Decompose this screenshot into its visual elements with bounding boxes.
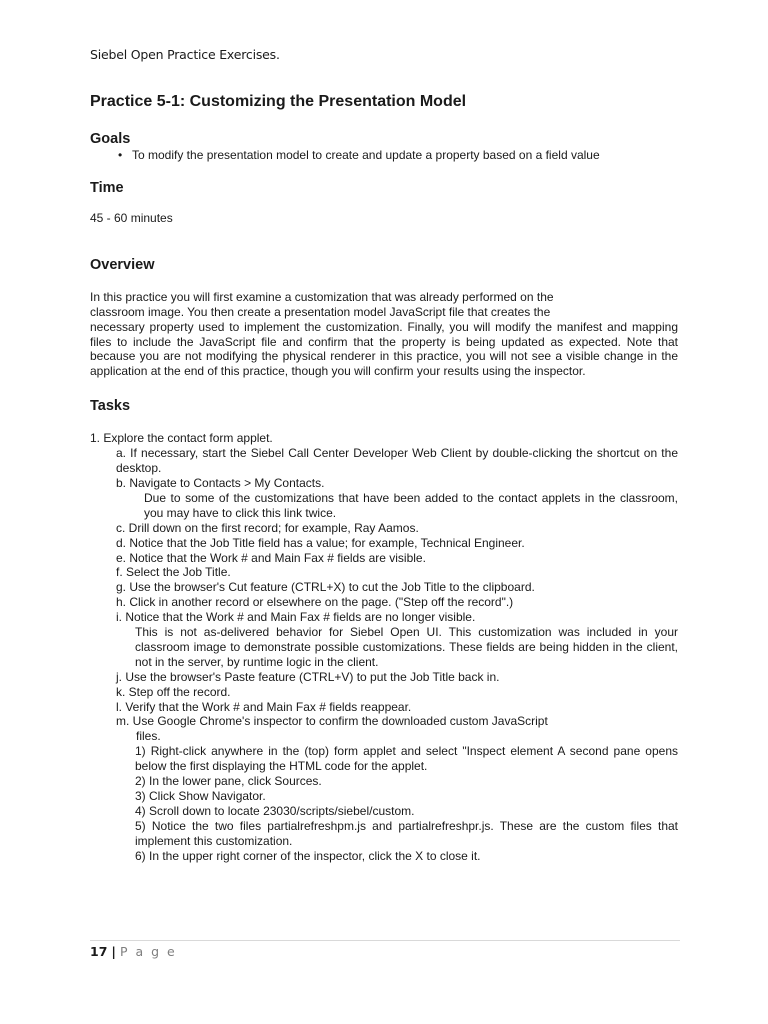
task-step-g: g. Use the browser's Cut feature (CTRL+X) to cut the Job Title to the clipboard. xyxy=(116,580,535,595)
page-footer xyxy=(90,944,177,959)
goals-bullet xyxy=(90,148,678,163)
task-step-i: i. Notice that the Work # and Main Fax # fields are no longer visible. xyxy=(116,610,476,625)
running-header: Siebel Open Practice Exercises. xyxy=(90,47,280,62)
task-step-c: c. Drill down on the first record; for example, Ray Aamos. xyxy=(116,520,419,535)
task-step-l: l. Verify that the Work # and Main Fax # fields reappear. xyxy=(116,699,412,714)
overview-line-1: In this practice you will first examine a customization that was already performed on the xyxy=(90,289,554,304)
task-step-e: e. Notice that the Work # and Main Fax # fields are visible. xyxy=(116,550,426,565)
goals-bullet-text: To modify the presentation model to create and update a property based on a field value xyxy=(132,148,600,162)
task-step-f: f. Select the Job Title. xyxy=(116,565,231,580)
bullet-icon: • xyxy=(118,148,123,162)
footer-divider xyxy=(90,940,680,941)
task-step-b-note: Due to some of the customizations that have been added to the contact applets in the classroom, you may have to click this link twice. xyxy=(144,490,678,520)
overview-heading: Overview xyxy=(90,256,155,273)
task-step-j: j. Use the browser's Paste feature (CTRL+V) to put the Job Title back in. xyxy=(116,669,500,684)
overview-paragraph: necessary property used to implement the customization. Finally, you will modify the manifest and mapping files to include the JavaScript file and confirm that the property is being updated as expected. Note that because you are not modifying the physical renderer in this practice, you will not see a visible change in the application at the end of this practice, though you will confirm your results using the inspector. xyxy=(90,319,678,379)
task-step-k: k. Step off the record. xyxy=(116,684,231,699)
task-step-m-1: 1) Right-click anywhere in the (top) form applet and select "Inspect element A second pane opens below the first displaying the HTML code for the applet. xyxy=(135,744,678,774)
time-value: 45 - 60 minutes xyxy=(90,210,173,225)
task-substeps xyxy=(90,446,678,863)
page-title: Practice 5-1: Customizing the Presentation Model xyxy=(90,93,467,110)
task-step-m-substeps xyxy=(116,744,678,863)
footer-separator: | xyxy=(111,944,116,959)
goals-heading: Goals xyxy=(90,131,131,147)
tasks-heading: Tasks xyxy=(90,398,131,415)
page-number: 17 xyxy=(90,944,108,959)
task-step-m-2: 2) In the lower pane, click Sources. xyxy=(135,774,322,789)
task-step-d: d. Notice that the Job Title field has a value; for example, Technical Engineer. xyxy=(116,535,525,550)
task-step-b: b. Navigate to Contacts > My Contacts. xyxy=(116,475,325,490)
task-step-m-6: 6) In the upper right corner of the inspector, click the X to close it. xyxy=(135,848,481,863)
task-step-i-note: This is not as-delivered behavior for Siebel Open UI. This customization was included in your classroom image to demonstrate possible customizations. These fields are being hidden in the client, not in the server, by runtime logic in the client. xyxy=(135,625,678,669)
task-step-m-5: 5) Notice the two files partialrefreshpm.js and partialrefreshpr.js. These are the custom files that implement this customization. xyxy=(135,818,678,848)
task-step-m-continued: files. xyxy=(136,729,161,744)
task-list xyxy=(90,431,678,863)
overview-line-2: classroom image. You then create a presentation model JavaScript file that creates the xyxy=(90,304,551,319)
document-body xyxy=(90,92,678,864)
task-step-a: a. If necessary, start the Siebel Call Center Developer Web Client by double-clicking the shortcut on the desktop. xyxy=(116,446,678,476)
time-heading: Time xyxy=(90,179,124,196)
task-step-m-3: 3) Click Show Navigator. xyxy=(135,789,266,803)
overview-text xyxy=(90,290,678,379)
task-step-h: h. Click in another record or elsewhere on the page. ("Step off the record".) xyxy=(116,595,514,610)
task-step-1: 1. Explore the contact form applet. xyxy=(90,431,273,446)
task-step-m: m. Use Google Chrome's inspector to confirm the downloaded custom JavaScript xyxy=(116,714,548,729)
task-step-m-4: 4) Scroll down to locate 23030/scripts/siebel/custom. xyxy=(135,803,415,818)
page-label: P a g e xyxy=(119,944,177,959)
